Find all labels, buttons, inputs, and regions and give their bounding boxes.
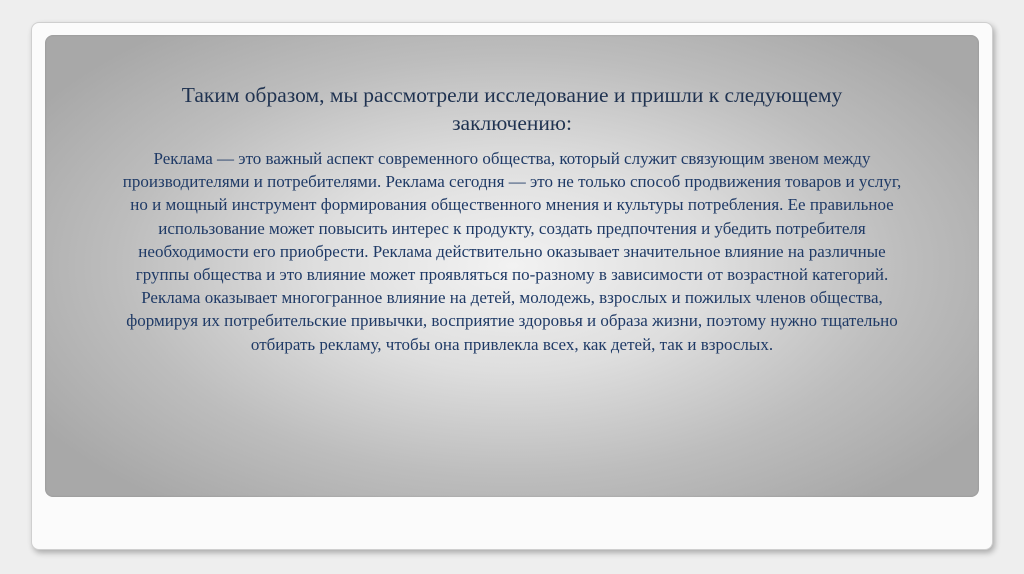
content-panel: [45, 35, 979, 497]
slide-title: Таким образом, мы рассмотрели исследование и пришли к следующему заключению:: [181, 83, 843, 135]
slide-card: [31, 22, 993, 550]
slide-body-text: Реклама — это важный аспект современного общества, который служит связующим звеном между производителями и потребителями. Реклама сегодня — это не только способ продвижения товаров и услуг, но и мощный инструмент формирования общественного мнения и культуры потребления. Ее правильное использование может повысить интерес к продукту, создать предпочтения и убедить потребителя необходимости его приобрести. Реклама действительно оказывает значительное влияние на различные группы общества и это влияние может проявляться по-разному в зависимости от возрастной категорий. Реклама оказывает многогранное влияние на детей, молодежь, взрослых и пожилых членов общества, формируя их потребительские привычки, восприятие здоровья и образа жизни, поэтому нужно тщательно отбирать рекламу, чтобы она привлекла всех, как детей, так и взрослых.: [122, 149, 902, 354]
